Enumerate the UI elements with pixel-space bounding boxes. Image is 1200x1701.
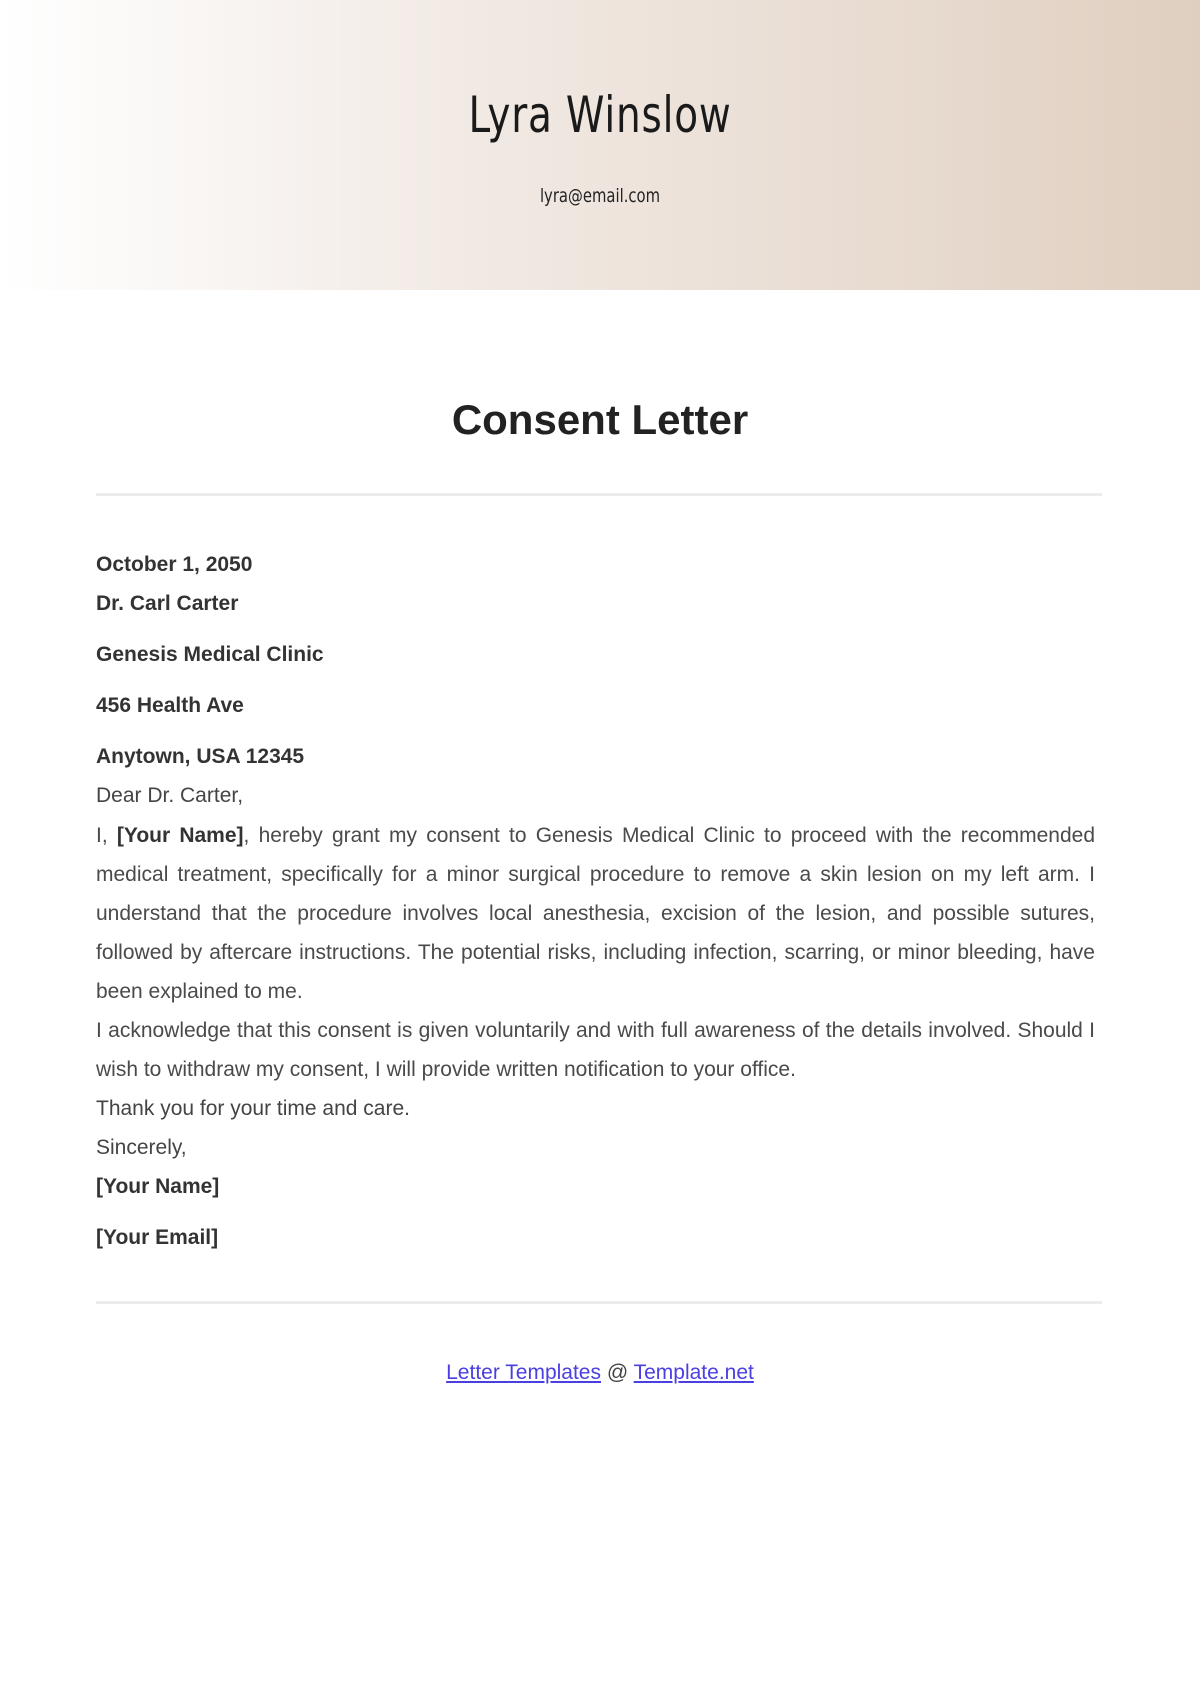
consent-paragraph bbox=[96, 816, 1095, 1011]
recipient-street: 456 Health Ave bbox=[96, 694, 244, 717]
letter-date: October 1, 2050 bbox=[96, 553, 253, 576]
letter-templates-link[interactable]: Letter Templates bbox=[446, 1361, 601, 1384]
paragraph-intro: I, bbox=[96, 824, 117, 847]
recipient-name: Dr. Carl Carter bbox=[96, 592, 239, 615]
signature-name: [Your Name] bbox=[96, 1175, 220, 1198]
recipient-clinic: Genesis Medical Clinic bbox=[96, 643, 324, 666]
sender-name: Lyra Winslow bbox=[468, 86, 732, 144]
footer bbox=[0, 1358, 1200, 1388]
top-divider bbox=[96, 493, 1102, 496]
salutation: Dear Dr. Carter, bbox=[96, 784, 244, 807]
thanks-line: Thank you for your time and care. bbox=[96, 1097, 410, 1120]
template-net-link[interactable]: Template.net bbox=[633, 1361, 754, 1384]
sender-email: lyra@email.com bbox=[539, 185, 661, 207]
bottom-divider bbox=[96, 1301, 1102, 1304]
signature-email: [Your Email] bbox=[96, 1226, 219, 1249]
acknowledgement-paragraph: I acknowledge that this consent is given voluntarily and with full awareness of the details involved. Should I wish to withdraw my consent, I will provide written notification to your office. bbox=[96, 1019, 1095, 1081]
recipient-city: Anytown, USA 12345 bbox=[96, 745, 305, 768]
paragraph-body: , hereby grant my consent to Genesis Medical Clinic to proceed with the recommended medical treatment, specifically for a minor surgical procedure to remove a skin lesion on my left arm. I understand that the procedure involves local anesthesia, excision of the lesion, and possible sutures, followed by aftercare instructions. The potential risks, including infection, scarring, or minor bleeding, have been explained to me. bbox=[96, 824, 1096, 1003]
footer-separator: @ bbox=[601, 1361, 634, 1384]
closing: Sincerely, bbox=[96, 1136, 187, 1159]
page-title: Consent Letter bbox=[451, 396, 749, 443]
inline-name-placeholder: [Your Name] bbox=[116, 824, 244, 847]
